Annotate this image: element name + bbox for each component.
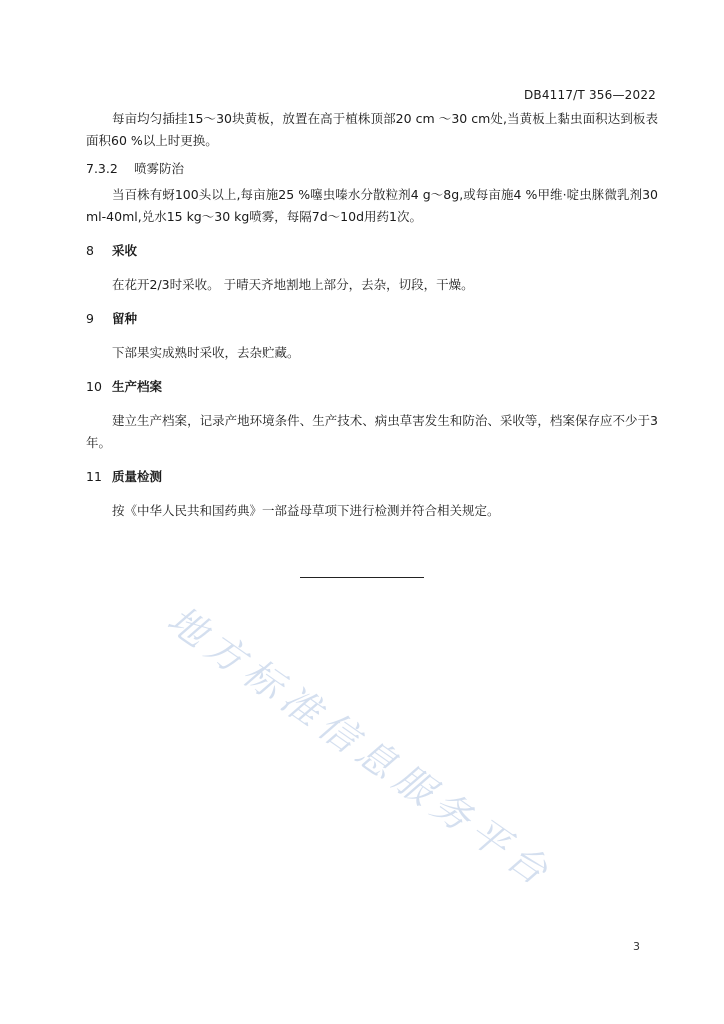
end-rule [300, 577, 424, 578]
section-number: 11 [86, 469, 102, 484]
section-10 [86, 376, 658, 454]
subsection-text-7-3-2: 当百株有蚜100头以上,每亩施25 %噻虫嗪水分散粒剂4 g～8g,或每亩施4 %甲维·啶虫脒微乳剂30 ml-40ml,兑水15 kg～30 kg喷雾，每隔7d～10d用药1次。 [86, 187, 658, 224]
section-number: 10 [86, 379, 102, 394]
section-text: 按《中华人民共和国药典》一部益母草项下进行检测并符合相关规定。 [112, 503, 500, 518]
section-heading [86, 240, 658, 262]
subsection-heading-7-3-2 [86, 158, 658, 180]
section-number: 9 [86, 311, 94, 326]
section-heading [86, 376, 658, 398]
section-8 [86, 240, 658, 296]
subsection-title: 喷雾防治 [134, 161, 185, 176]
section-title: 留种 [112, 311, 138, 326]
section-11 [86, 466, 658, 522]
intro-paragraph: 每亩均匀插挂15～30块黄板，放置在高于植株顶部20 cm ～30 cm处,当黄板上黏虫面积达到板表面积60 %以上时更换。 [86, 111, 658, 148]
section-title: 采收 [112, 243, 138, 258]
section-title: 质量检测 [112, 469, 163, 484]
subsection-number: 7.3.2 [86, 161, 118, 176]
section-text: 建立生产档案，记录产地环境条件、生产技术、病虫草害发生和防治、采收等，档案保存应不少于3年。 [86, 413, 658, 450]
section-heading [86, 466, 658, 488]
section-text: 在花开2/3时采收。 于晴天齐地割地上部分，去杂，切段，干燥。 [112, 277, 474, 292]
document-body [86, 108, 658, 522]
document-id: DB4117/T 356—2022 [523, 88, 656, 102]
page-number: 3 [633, 940, 640, 953]
section-number: 8 [86, 243, 94, 258]
section-title: 生产档案 [112, 379, 163, 394]
section-9 [86, 308, 658, 364]
section-heading [86, 308, 658, 330]
watermark: 地方标准信息服务平台 [159, 597, 562, 898]
section-text: 下部果实成熟时采收，去杂贮藏。 [112, 345, 300, 360]
